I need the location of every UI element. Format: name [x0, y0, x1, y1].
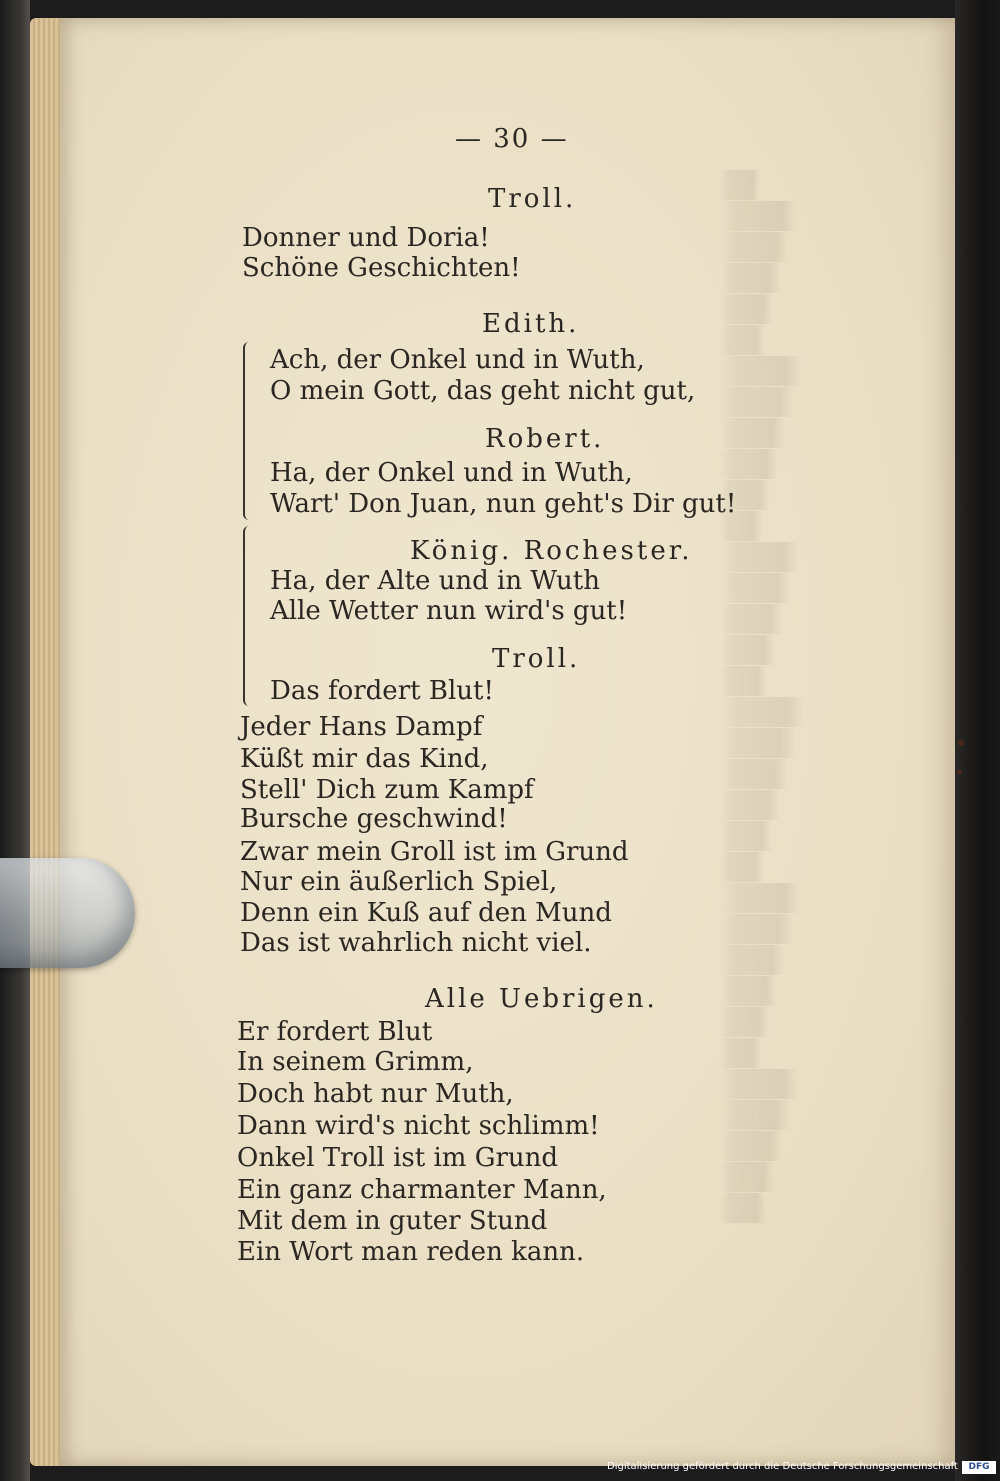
verse-line: Ein ganz charmanter Mann,	[237, 1175, 607, 1205]
verse-line: Schöne Geschichten!	[242, 253, 521, 283]
verse-line: Doch habt nur Muth,	[237, 1079, 514, 1109]
verse-line: Onkel Troll ist im Grund	[237, 1143, 559, 1173]
verse-line: Ha, der Onkel und in Wuth,	[270, 458, 633, 488]
show-through-band	[720, 1038, 761, 1068]
book-cover-left	[0, 0, 30, 1481]
ink-stain	[957, 770, 962, 775]
verse-line: Denn ein Kuß auf den Mund	[240, 898, 612, 928]
speaker-koenig-rochester: König. Rochester.	[410, 536, 693, 566]
verse-line: O mein Gott, das geht nicht gut,	[270, 376, 696, 406]
show-through-band	[720, 418, 786, 448]
show-through-band	[720, 666, 767, 696]
ink-stain	[958, 740, 964, 746]
show-through-band	[720, 914, 793, 944]
dfg-logo: DFG	[962, 1461, 996, 1474]
speaker-troll-1: Troll.	[488, 184, 577, 214]
verse-line: Das ist wahrlich nicht viel.	[240, 928, 592, 958]
show-through-text	[720, 170, 800, 1290]
speaker-alle-uebrigen: Alle Uebrigen.	[425, 984, 658, 1014]
show-through-band	[720, 728, 796, 758]
verse-line: Ha, der Alte und in Wuth	[270, 566, 600, 596]
show-through-band	[720, 449, 778, 479]
verse-line: In seinem Grimm,	[237, 1047, 474, 1077]
page-holder-clip	[0, 858, 135, 968]
show-through-band	[720, 883, 801, 913]
show-through-band	[720, 1069, 798, 1099]
show-through-band	[720, 635, 775, 665]
show-through-band	[720, 294, 773, 324]
verse-line: Bursche geschwind!	[240, 804, 508, 834]
show-through-band	[720, 1131, 782, 1161]
show-through-band	[720, 170, 760, 200]
show-through-band	[720, 604, 783, 634]
verse-line: Er fordert Blut	[237, 1017, 433, 1047]
verse-line: Wart' Don Juan, nun geht's Dir gut!	[270, 489, 737, 519]
verse-line: Ein Wort man reden kann.	[237, 1237, 585, 1267]
verse-line: Küßt mir das Kind,	[240, 744, 489, 774]
show-through-band	[720, 263, 781, 293]
speaker-edith: Edith.	[482, 309, 580, 339]
show-through-band	[720, 232, 789, 262]
funding-note: Digitalisierung gefördert durch die Deutsche Forschungsgemeinschaft	[607, 1461, 958, 1472]
verse-line: Zwar mein Groll ist im Grund	[240, 837, 629, 867]
verse-line: Nur ein äußerlich Spiel,	[240, 867, 558, 897]
show-through-band	[720, 387, 794, 417]
verse-line: Jeder Hans Dampf	[240, 712, 483, 742]
show-through-band	[720, 542, 799, 572]
page-number: — 30 —	[455, 124, 569, 154]
verse-line: Donner und Doria!	[242, 223, 490, 253]
show-through-band	[720, 1162, 774, 1192]
brace-top	[243, 342, 253, 520]
show-through-band	[720, 325, 765, 355]
verse-line: Das fordert Blut!	[270, 676, 494, 706]
speaker-robert: Robert.	[485, 424, 605, 454]
show-through-band	[720, 1007, 769, 1037]
show-through-band	[720, 821, 772, 851]
verse-line: Alle Wetter nun wird's gut!	[270, 596, 628, 626]
show-through-band	[720, 790, 780, 820]
show-through-band	[720, 1193, 766, 1223]
show-through-band	[720, 201, 797, 231]
show-through-band	[720, 976, 777, 1006]
speaker-troll-2: Troll.	[492, 644, 581, 674]
show-through-band	[720, 356, 802, 386]
show-through-band	[720, 759, 788, 789]
brace-bottom	[243, 526, 253, 706]
verse-line: Ach, der Onkel und in Wuth,	[270, 345, 645, 375]
show-through-band	[720, 1100, 790, 1130]
show-through-band	[720, 852, 764, 882]
show-through-band	[720, 945, 785, 975]
show-through-band	[720, 573, 791, 603]
verse-line: Dann wird's nicht schlimm!	[237, 1111, 600, 1141]
verse-line: Stell' Dich zum Kampf	[240, 775, 534, 805]
verse-line: Mit dem in guter Stund	[237, 1206, 548, 1236]
show-through-band	[720, 697, 804, 727]
